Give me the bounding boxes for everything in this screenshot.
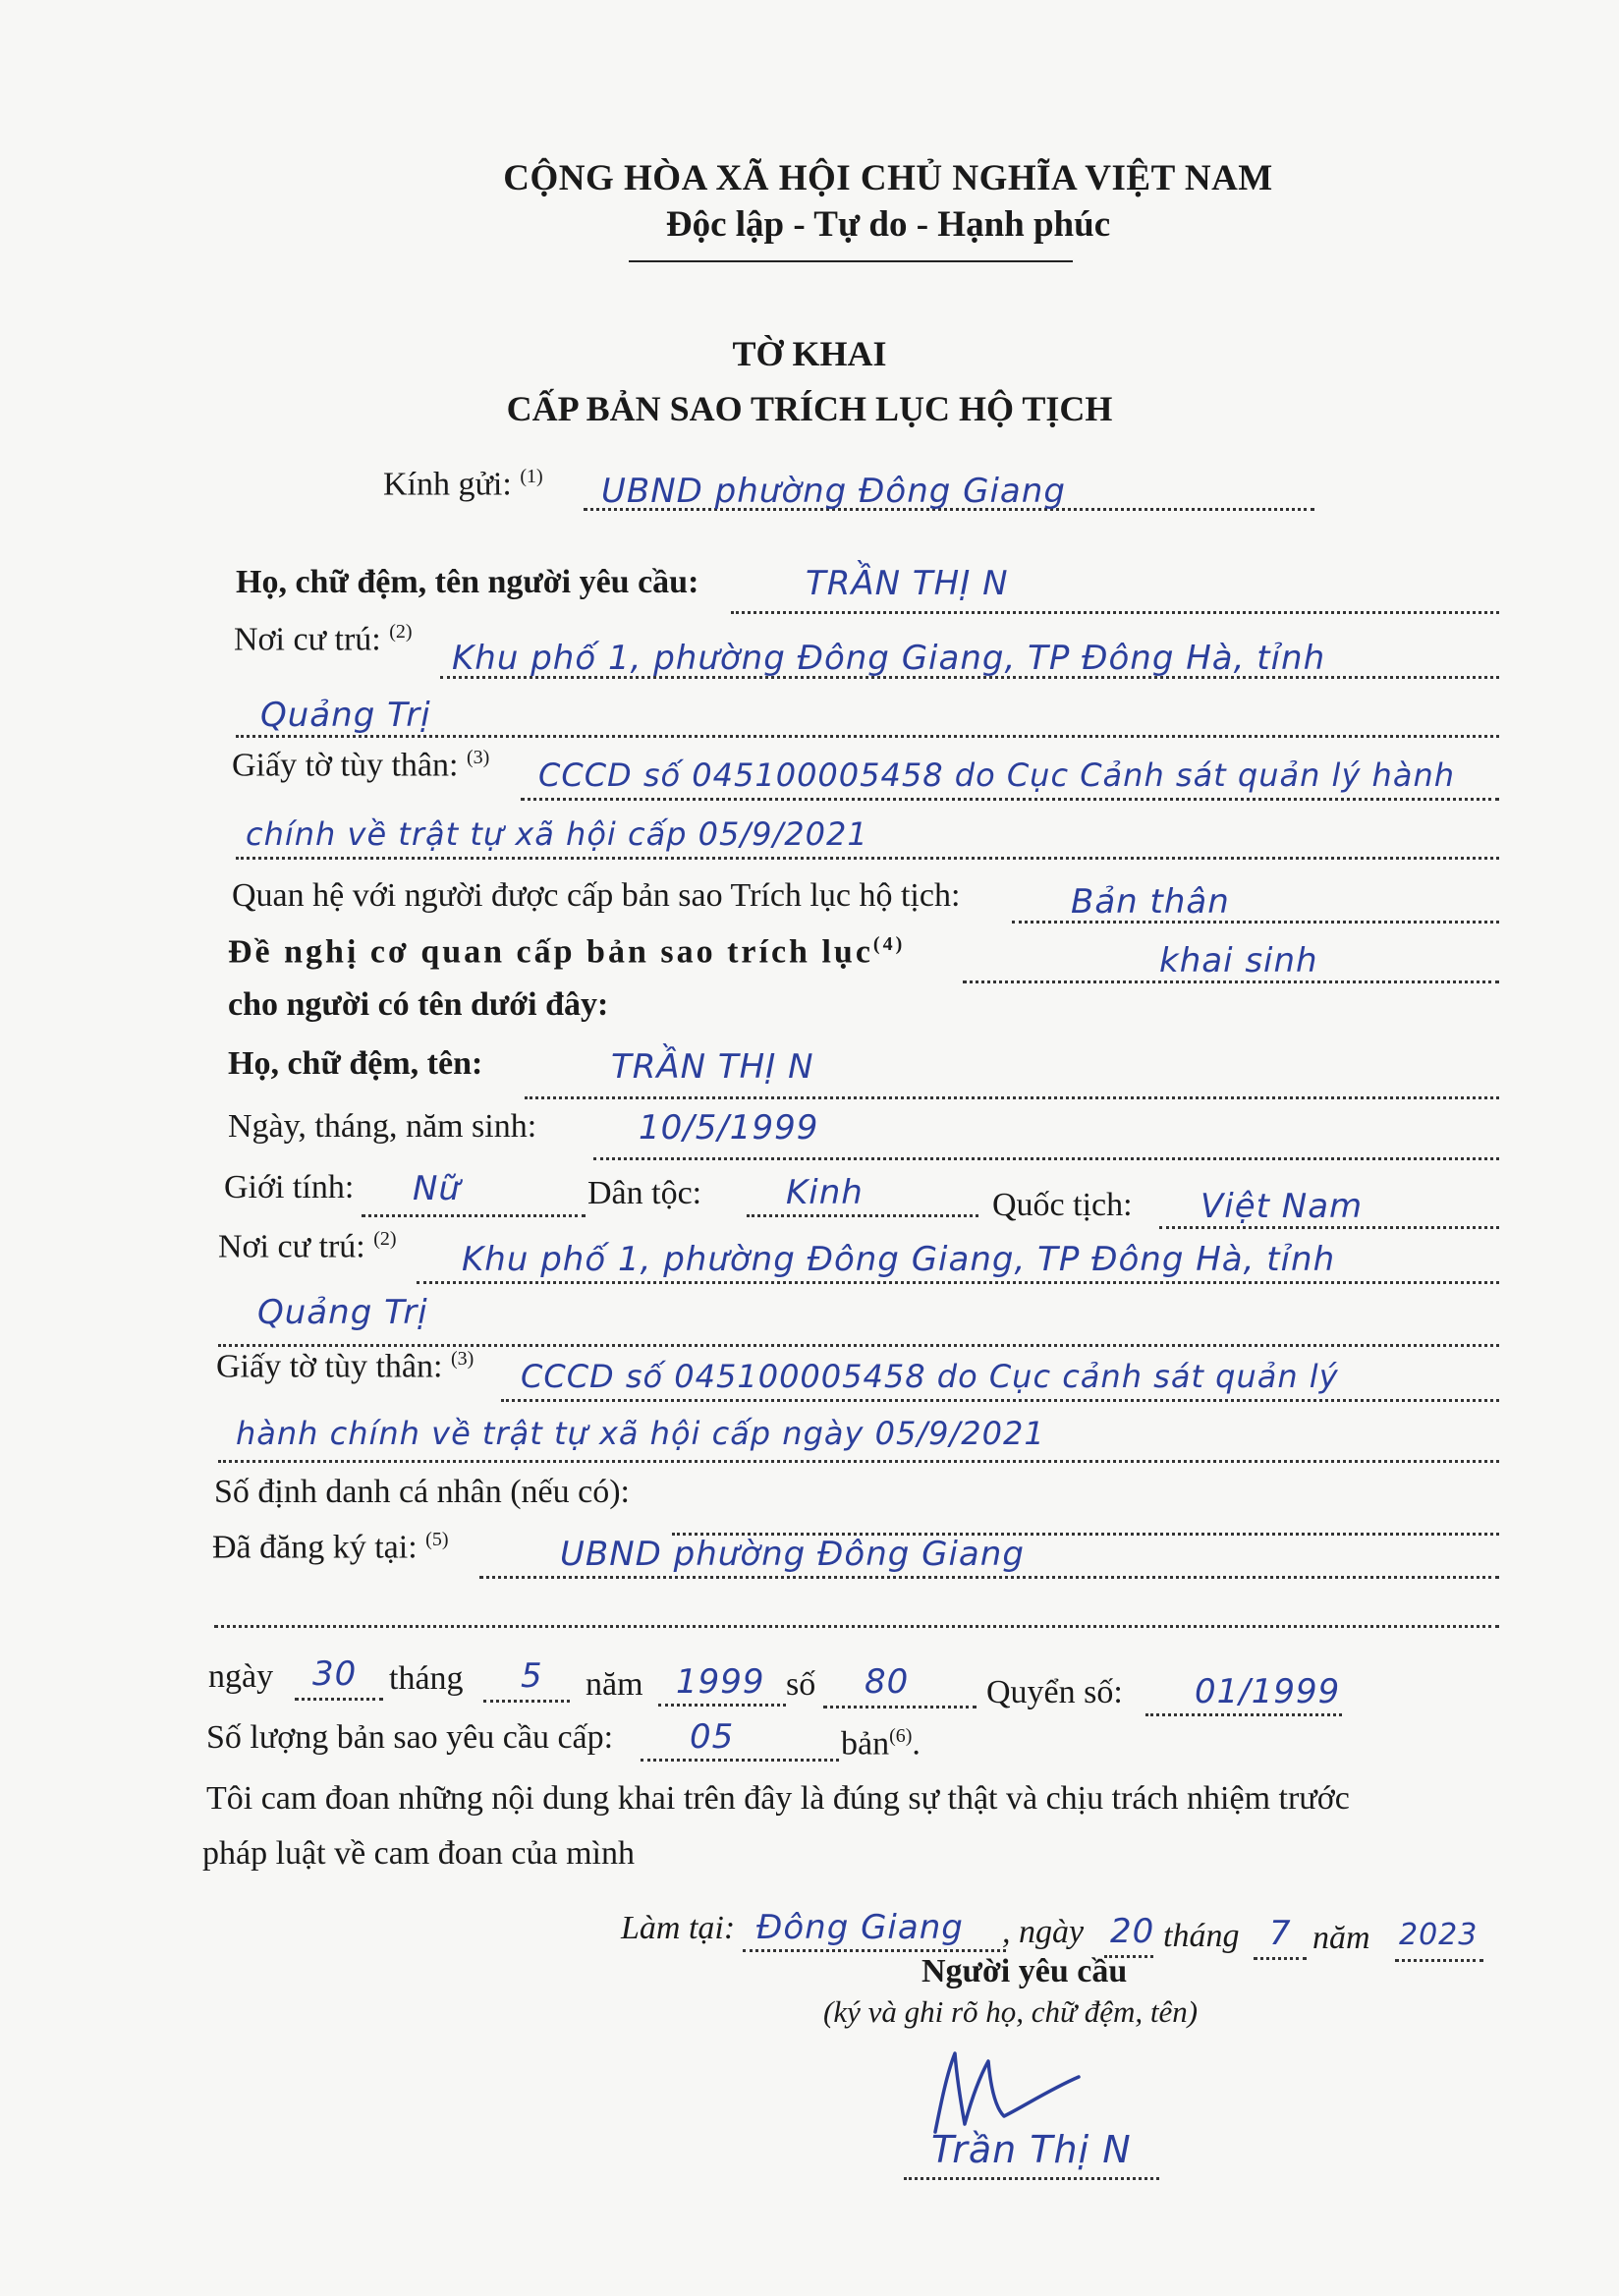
subject-residence-value-1: Khu phố 1, phường Đông Giang, TP Đông Hà, tỉnh [462, 1240, 1336, 1279]
reg-number-label: số [786, 1666, 816, 1703]
footer-day-label: , ngày [1002, 1914, 1085, 1950]
signer-title: Người yêu cầu [921, 1953, 1128, 1989]
requester-id-value-2: chính về trật tự xã hội cấp 05/9/2021 [246, 815, 868, 853]
dob-label: Ngày, tháng, năm sinh: [228, 1108, 537, 1145]
signer-name-dots [904, 2177, 1159, 2180]
commitment-line1: Tôi cam đoan những nội dung khai trên đây là đúng sự thật và chịu trách nhiệm trước [206, 1780, 1350, 1817]
relation-label: Quan hệ với người được cấp bản sao Trích lục hộ tịch: [232, 877, 961, 914]
footer-day-value: 20 [1110, 1912, 1155, 1951]
dob-value: 10/5/1999 [639, 1108, 819, 1148]
proposal-value: khai sinh [1159, 941, 1318, 980]
footer-month-value: 7 [1269, 1914, 1292, 1953]
footer-place-dots [743, 1949, 1006, 1952]
gender-label: Giới tính: [224, 1169, 355, 1205]
form-title [0, 326, 1619, 436]
reg-day-label: ngày [208, 1658, 274, 1695]
dob-dots [593, 1157, 1499, 1160]
reg-book-label: Quyển số: [986, 1674, 1123, 1710]
subject-id-value-2: hành chính về trật tự xã hội cấp ngày 05/9/2021 [236, 1415, 1045, 1452]
commitment-line2: pháp luật về cam đoan của mình [202, 1835, 635, 1872]
proposal-label: Đề nghị cơ quan cấp bản sao trích lục$^{(4)}$ [228, 933, 906, 971]
form-title-line2: CẤP BẢN SAO TRÍCH LỤC HỘ TỊCH [506, 389, 1113, 428]
subject-id-value-1: CCCD số 045100005458 do Cục cảnh sát quản lý [521, 1358, 1339, 1395]
requester-residence-label: Nơi cư trú: $^{(2)}$ [234, 621, 413, 658]
requester-name-dots [731, 611, 1499, 614]
subject-name-dots [525, 1096, 1499, 1099]
subject-residence-label: Nơi cư trú: $^{(2)}$ [218, 1228, 397, 1265]
ethnicity-value: Kinh [786, 1173, 864, 1212]
gender-dots [362, 1214, 586, 1217]
subject-id-dots-2 [218, 1460, 1499, 1463]
reg-year-dots [658, 1704, 786, 1707]
national-header [0, 157, 1619, 246]
registered-dots-1 [479, 1576, 1499, 1579]
footer-year-label: năm [1312, 1920, 1370, 1956]
requester-name-label: Họ, chữ đệm, tên người yêu cầu: [236, 564, 699, 600]
reg-book-dots [1145, 1713, 1342, 1716]
copies-label: Số lượng bản sao yêu cầu cấp: [206, 1719, 614, 1756]
recipient-label: Kính gửi: $^{(1)}$ [383, 466, 543, 503]
form-title-line1: TỜ KHAI [732, 334, 887, 373]
subject-name-label: Họ, chữ đệm, tên: [228, 1045, 483, 1082]
requester-residence-value-1: Khu phố 1, phường Đông Giang, TP Đông Hà, tỉnh [452, 639, 1326, 678]
subject-name-value: TRẦN THỊ N [611, 1047, 814, 1087]
reg-year-label: năm [586, 1666, 643, 1703]
requester-residence-dots-2 [236, 735, 1499, 738]
registered-dots-2 [214, 1625, 1499, 1628]
registered-label: Đã đăng ký tại: $^{(5)}$ [212, 1529, 449, 1566]
requester-name-value: TRẦN THỊ N [806, 564, 1009, 603]
reg-number-dots [823, 1706, 977, 1708]
ethnicity-label: Dân tộc: [587, 1175, 702, 1211]
nationality-dots [1159, 1226, 1499, 1229]
signer-name: Trần Thị N [931, 2128, 1132, 2171]
registered-value: UBND phường Đông Giang [560, 1535, 1025, 1574]
reg-book-value: 01/1999 [1195, 1672, 1341, 1711]
subject-id-dots-1 [501, 1399, 1499, 1402]
subject-residence-dots-1 [417, 1281, 1499, 1284]
footer-place-value: Đông Giang [756, 1908, 964, 1947]
reg-month-dots [483, 1700, 570, 1703]
copies-unit: bản$^{(6)}$. [841, 1725, 921, 1763]
reg-number-value: 80 [865, 1662, 910, 1702]
reg-month-label: tháng [389, 1660, 464, 1697]
requester-id-dots-1 [521, 798, 1499, 801]
signer-note: (ký và ghi rõ họ, chữ đệm, tên) [823, 1994, 1199, 2029]
proposal-label-2: cho người có tên dưới đây: [228, 986, 609, 1023]
reg-day-dots [295, 1698, 383, 1701]
recipient-value: UBND phường Đông Giang [601, 472, 1066, 511]
footer-place-label: Làm tại: [621, 1910, 736, 1946]
requester-id-dots-2 [236, 857, 1499, 860]
requester-id-value-1: CCCD số 045100005458 do Cục Cảnh sát quản lý hành [538, 756, 1455, 794]
national-motto: Độc lập - Tự do - Hạnh phúc [665, 204, 1111, 245]
gender-value: Nữ [413, 1169, 461, 1208]
header-underline [629, 260, 1073, 262]
personal-id-label: Số định danh cá nhân (nếu có): [214, 1474, 630, 1510]
reg-day-value: 30 [312, 1654, 358, 1694]
requester-id-label: Giấy tờ tùy thân: $^{(3)}$ [232, 747, 490, 784]
reg-year-value: 1999 [676, 1662, 765, 1702]
proposal-dots [963, 980, 1499, 983]
ethnicity-dots [747, 1214, 978, 1217]
subject-residence-dots-2 [218, 1344, 1499, 1347]
footer-month-label: tháng [1163, 1918, 1240, 1954]
requester-residence-value-2: Quảng Trị [260, 696, 431, 735]
country-name: CỘNG HÒA XÃ HỘI CHỦ NGHĨA VIỆT NAM [503, 158, 1273, 198]
nationality-label: Quốc tịch: [992, 1187, 1133, 1223]
relation-value: Bản thân [1071, 882, 1230, 922]
reg-month-value: 5 [521, 1656, 543, 1696]
footer-year-dots [1395, 1959, 1483, 1962]
copies-dots [641, 1759, 839, 1762]
nationality-value: Việt Nam [1200, 1187, 1364, 1226]
subject-residence-value-2: Quảng Trị [257, 1293, 428, 1332]
footer-year-value: 2023 [1399, 1918, 1479, 1952]
copies-value: 05 [690, 1717, 735, 1757]
footer-month-dots [1254, 1957, 1307, 1960]
signature-mark [914, 2034, 1090, 2142]
subject-id-label: Giấy tờ tùy thân: $^{(3)}$ [216, 1348, 475, 1385]
